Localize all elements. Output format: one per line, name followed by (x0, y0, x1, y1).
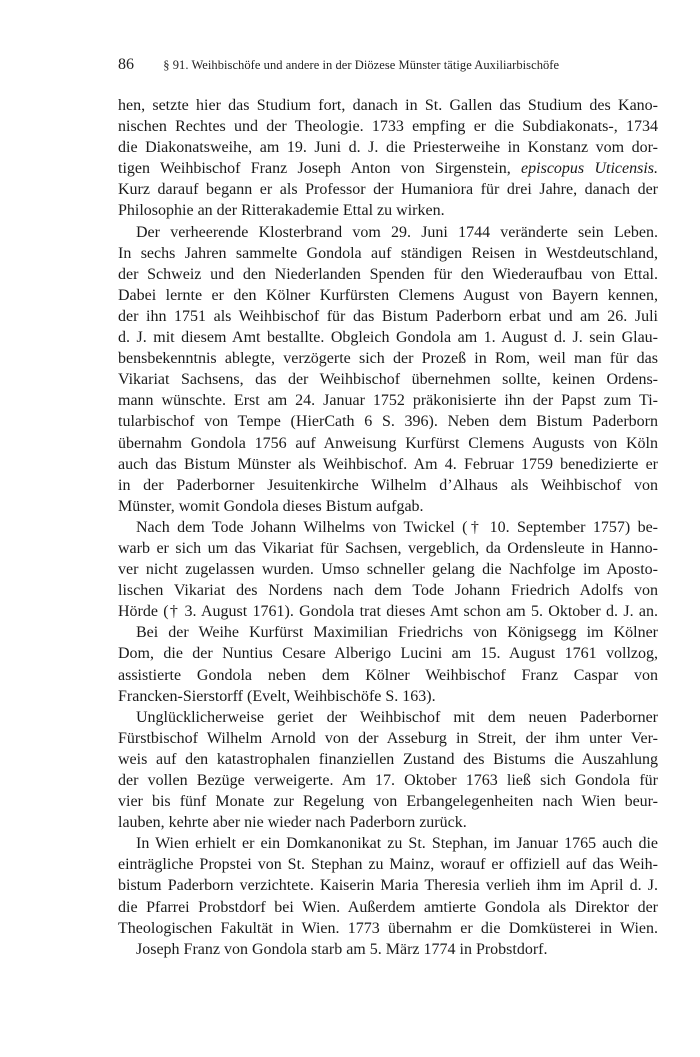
body-text (118, 95, 658, 960)
text-line: der ihn 1751 als Weihbischof für das Bistum Paderborn erbat und am 26. Juli (118, 307, 658, 325)
text-line: tularbischof von Tempe (HierCath 6 S. 396). Neben dem Bistum Paderborn (118, 413, 658, 431)
text-line: Dabei lernte er den Kölner Kurfürsten Clemens August von Bayern kennen, (118, 286, 658, 304)
text-line: d. J. mit diesem Amt bestallte. Obgleich Gondola am 1. August d. J. sein Glau- (118, 329, 658, 347)
text-line: bistum Paderborn verzichtete. Kaiserin Maria Theresia verlieh ihm im April d. J. (118, 877, 658, 895)
text-line-with-italic (118, 158, 658, 179)
text-line: Francken-Sierstorff (Evelt, Weihbischöfe S. 163). (118, 687, 436, 705)
paragraph-5 (118, 707, 658, 834)
text-segment: tigen Weihbischof Franz Joseph Anton von Sirgenstein, (118, 160, 511, 178)
text-line: übernahm Gondola 1756 auf Anweisung Kurfürst Clemens Augusts von Köln (118, 434, 658, 452)
text-line: Unglücklicherweise geriet der Weihbischof mit dem neuen Paderborner (136, 708, 658, 726)
text-line: Fürstbischof Wilhelm Arnold von der Asseburg in Streit, der ihm unter Ver- (118, 729, 658, 747)
text-line: lauben, kehrte aber nie wieder nach Paderborn zurück. (118, 814, 467, 832)
text-line: In sechs Jahren sammelte Gondola auf ständigen Reisen in Westdeutschland, (118, 244, 658, 262)
italic-phrase: episcopus Uticensis. (521, 160, 658, 178)
text-line: Joseph Franz von Gondola starb am 5. März 1774 in Probstdorf. (136, 940, 548, 958)
paragraph-6 (118, 833, 658, 938)
text-line: die Pfarrei Probstdorf bei Wien. Außerdem amtierte Gondola als Direktor der (118, 898, 658, 916)
running-head: § 91. Weihbischöfe und andere in der Diözese Münster tätige Auxiliarbischöfe (163, 58, 560, 72)
paragraph-2 (118, 222, 658, 517)
text-line: Hörde († 3. August 1761). Gondola trat dieses Amt schon am 5. Oktober d. J. an. (118, 603, 658, 621)
text-line: einträgliche Propstei von St. Stephan zu Mainz, worauf er offiziell auf das Weih- (118, 856, 658, 874)
text-line: Der verheerende Klosterbrand vom 29. Juni 1744 veränderte sein Leben. (136, 223, 658, 241)
page-header (118, 54, 658, 76)
text-line: Nach dem Tode Johann Wilhelms von Twickel († 10. September 1757) be- (136, 518, 658, 536)
text-line: weis auf den katastrophalen finanziellen Zustand des Bistums die Auszahlung (118, 750, 658, 768)
text-line: in der Paderborner Jesuitenkirche Wilhelm d’Alhaus als Weihbischof von (118, 476, 658, 494)
text-line: auch das Bistum Münster als Weihbischof. Am 4. Februar 1759 benedizierte er (118, 455, 658, 473)
text-line: hen, setzte hier das Studium fort, danach in St. Gallen das Studium des Kano- (118, 97, 658, 114)
text-line: Theologischen Fakultät in Wien. 1773 übernahm er die Domküsterei in Wien. (118, 919, 658, 937)
text-line: die Diakonatsweihe, am 19. Juni d. J. die Priesterweihe in Konstanz vom dor- (118, 139, 658, 157)
page-number: 86 (118, 56, 134, 73)
paragraph-3 (118, 517, 658, 622)
paragraph-4 (118, 622, 658, 706)
paragraph-7 (118, 939, 658, 960)
text-line: In Wien erhielt er ein Domkanonikat zu St. Stephan, im Januar 1765 auch die (136, 835, 658, 853)
text-line: bensbekenntnis ablegte, verzögerte sich der Prozeß in Rom, weil man für das (118, 350, 658, 368)
text-line: Kurz darauf begann er als Professor der Humaniora für drei Jahre, danach der (118, 181, 658, 199)
text-line: mann wünschte. Erst am 24. Januar 1752 präkonisierte ihn der Papst zum Ti- (118, 392, 658, 410)
paragraph-1 (118, 95, 658, 222)
text-line: der Schweiz und den Niederlanden Spenden für den Wiederaufbau von Ettal. (118, 265, 658, 283)
text-line: warb er sich um das Vikariat für Sachsen, vergeblich, da Ordensleute in Hanno- (118, 539, 658, 557)
text-line: vier bis fünf Monate zur Regelung von Erbangelegenheiten nach Wien beur- (118, 793, 658, 811)
text-line: lischen Vikariat des Nordens nach dem Tode Johann Friedrich Adolfs von (118, 582, 658, 600)
text-line: assistierte Gondola neben dem Kölner Weihbischof Franz Caspar von (118, 666, 658, 684)
text-line: Philosophie an der Ritterakademie Ettal zu wirken. (118, 202, 445, 220)
text-line: ver nicht zugelassen wurden. Umso schneller gelang die Nachfolge im Aposto- (118, 561, 658, 579)
text-line: Vikariat Sachsens, das der Weihbischof übernehmen sollte, keinen Ordens- (118, 371, 658, 389)
text-line: Bei der Weihe Kurfürst Maximilian Friedrichs von Königsegg im Kölner (136, 624, 658, 642)
text-line: Dom, die der Nuntius Cesare Alberigo Lucini am 15. August 1761 vollzog, (118, 645, 658, 663)
text-line: der vollen Bezüge verweigerte. Am 17. Oktober 1763 ließ sich Gondola für (118, 772, 658, 789)
text-line: nischen Rechtes und der Theologie. 1733 empfing er die Subdiakonats-, 1734 (118, 118, 658, 136)
text-line: Münster, womit Gondola dieses Bistum aufgab. (118, 497, 424, 515)
